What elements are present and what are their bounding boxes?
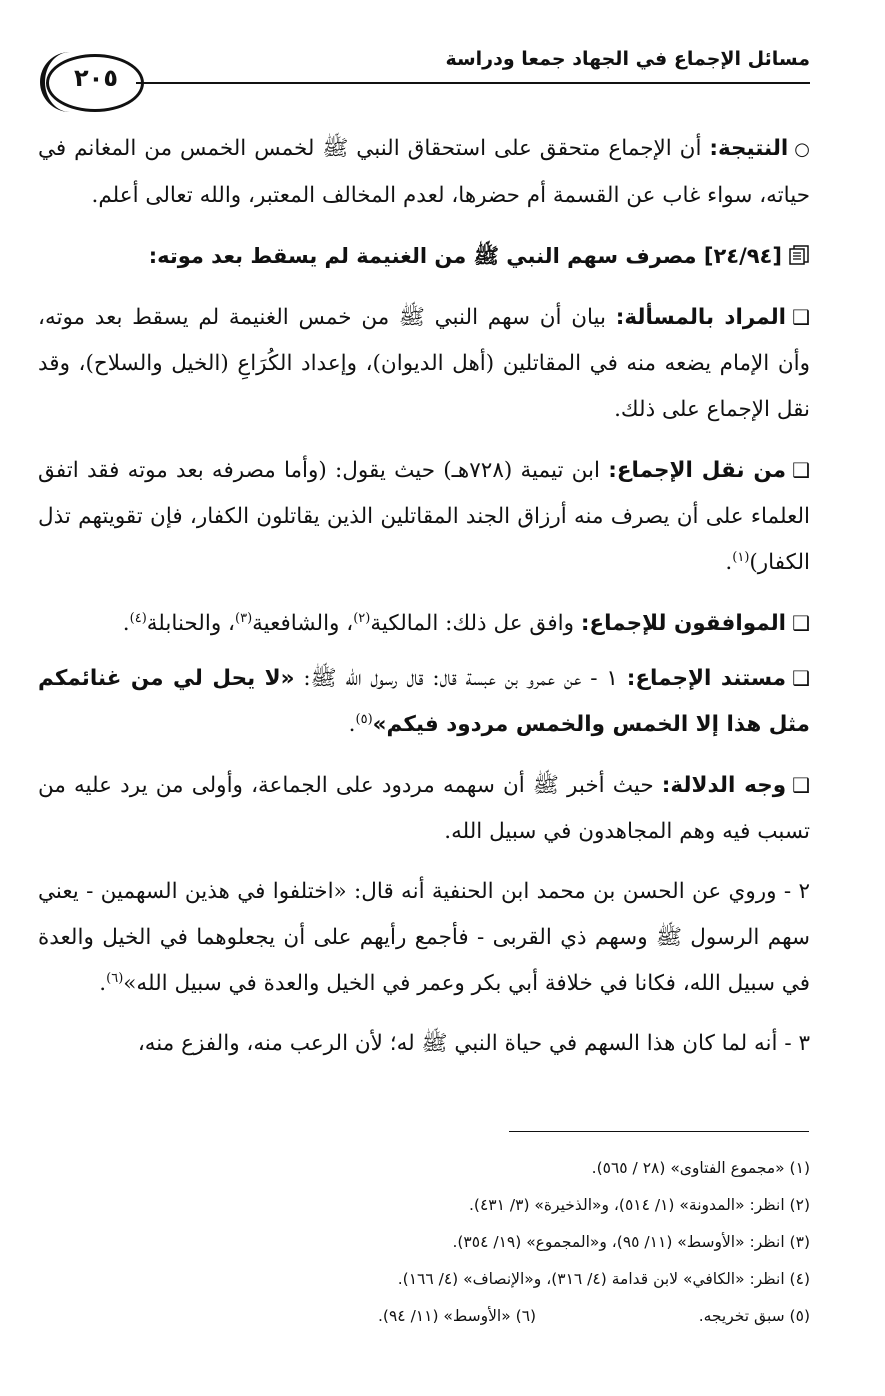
agreeing-text-3: ، والحنابلة xyxy=(146,611,235,636)
meaning-text: بيان أن سهم النبي ﷺ من خمس الغنيمة لم يسقط بعد موته، وأن الإمام يضعه منه في المقاتلين (أهل الديوان)، وإعداد الكُرَاعِ (الخيل والسلاح)، وقد نقل الإجماع على ذلك. xyxy=(38,305,810,422)
footnote-2: (٢) انظر: «المدونة» (١/ ٥١٤)، و«الذخيرة» (٣/ ٤٣١). xyxy=(469,1196,810,1214)
section-heading-text: [٢٤/٩٤] مصرف سهم النبي ﷺ من الغنيمة لم يسقط بعد موته: xyxy=(148,244,782,268)
footnote-row-5-6 xyxy=(38,1298,810,1335)
square-bullet-icon: ❑ xyxy=(792,611,810,635)
evidence-text: حيث أخبر ﷺ أن سهمه مردود على الجماعة، وأولى من يرد عليه من تسبب فيه وهم المجاهدون في سبيل الله. xyxy=(38,773,810,844)
evidence-label: وجه الدلالة: xyxy=(661,773,787,798)
main-text xyxy=(38,126,810,1081)
square-bullet-icon: ❑ xyxy=(792,773,810,797)
period: . xyxy=(122,611,130,636)
agreeing-label: الموافقون للإجماع: xyxy=(580,611,787,636)
result-text: أن الإجماع متحقق على استحقاق النبي ﷺ لخمس الخمس من المغانم في حياته، سواء غاب عن القسمة أم حضرها، لعدم المخالف المعتبر، والله تعالى أعلم. xyxy=(38,136,810,208)
agreeing-text-1: وافق عل ذلك: المالكية xyxy=(370,611,581,636)
footnote-ref: (٢) xyxy=(353,610,371,626)
footnote-ref: (٤) xyxy=(129,610,147,626)
agreeing-text-2: ، والشافعية xyxy=(252,611,354,636)
point-3-text: ٣ - أنه لما كان هذا السهم في حياة النبي ﷺ له؛ لأن الرعب منه، والفزع منه، xyxy=(137,1031,810,1056)
footnote-6: (٦) «الأوسط» (١١/ ٩٤). xyxy=(378,1307,537,1325)
meaning-label: المراد بالمسألة: xyxy=(615,305,787,330)
footnote-separator xyxy=(509,1131,809,1132)
square-bullet-icon: ❑ xyxy=(792,305,810,329)
period: . xyxy=(725,550,733,575)
basis-label: مستند الإجماع: xyxy=(626,666,787,691)
footnote-3: (٣) انظر: «الأوسط» (١١/ ٩٥)، و«المجموع» (١٩/ ٣٥٤). xyxy=(452,1233,810,1251)
footnote-1: (١) «مجموع الفتاوى» (٢٨ / ٥٦٥). xyxy=(591,1159,810,1177)
meaning-paragraph xyxy=(38,294,810,433)
period: . xyxy=(99,971,107,996)
section-heading xyxy=(38,233,810,280)
point-2-paragraph xyxy=(38,869,810,1007)
point-2-text: ٢ - وروي عن الحسن بن محمد ابن الحنفية أنه قال: «اختلفوا في هذين السهمين - يعني سهم الرسول ﷺ وسهم ذي القربى - فأجمع رأيهم على أن يجعلوهما في الخيل والعدة في سبيل الله، فكانا في خلافة أبي بكر وعمر في الخيل والعدة في سبيل الله» xyxy=(38,879,810,996)
book-icon xyxy=(788,234,810,280)
footnote-ref: (٣) xyxy=(235,610,253,626)
hadith-quote: «لا يحل لي من غنائمكم مثل هذا إلا الخمس والخمس مردود فيكم» xyxy=(38,666,810,737)
page-header xyxy=(40,40,810,112)
period: . xyxy=(348,712,356,737)
square-bullet-icon: ❑ xyxy=(792,458,811,482)
square-bullet-icon: ❑ xyxy=(792,666,811,690)
circle-bullet-icon: ○ xyxy=(794,139,810,160)
footnote-4: (٤) انظر: «الكافي» لابن قدامة (٤/ ٣١٦)، و«الإنصاف» (٤/ ١٦٦). xyxy=(397,1270,810,1288)
evidence-paragraph xyxy=(38,762,810,855)
page-number: ٢٠٥ xyxy=(74,64,118,92)
transmitters-paragraph xyxy=(38,447,810,586)
footnote-ref: (٥) xyxy=(355,711,373,727)
footnote-5: (٥) سبق تخريجه. xyxy=(698,1307,810,1325)
agreeing-paragraph xyxy=(38,600,810,647)
result-label: النتيجة: xyxy=(709,136,789,161)
result-paragraph xyxy=(38,126,810,219)
footnotes xyxy=(38,1150,810,1335)
footnote-ref: (١) xyxy=(732,549,750,565)
basis-text: ١ - عن عمرو بن عبسة قال: قال رسول الله ﷺ: xyxy=(294,666,627,691)
footnote-ref: (٦) xyxy=(106,970,124,986)
running-title: مسائل الإجماع في الجهاد جمعا ودراسة xyxy=(445,48,810,70)
transmitters-text: ابن تيمية (٧٢٨هـ) حيث يقول: (وأما مصرفه بعد موته فقد اتفق العلماء على أن يصرف منه أرزاق الجند المقاتلين الذين يقاتلون الكفار، فإن تقويتهم تذل الكفار) xyxy=(38,458,810,575)
basis-paragraph xyxy=(38,655,810,748)
point-3-paragraph xyxy=(38,1021,810,1067)
header-rule xyxy=(136,82,810,84)
transmitters-label: من نقل الإجماع: xyxy=(608,458,787,483)
